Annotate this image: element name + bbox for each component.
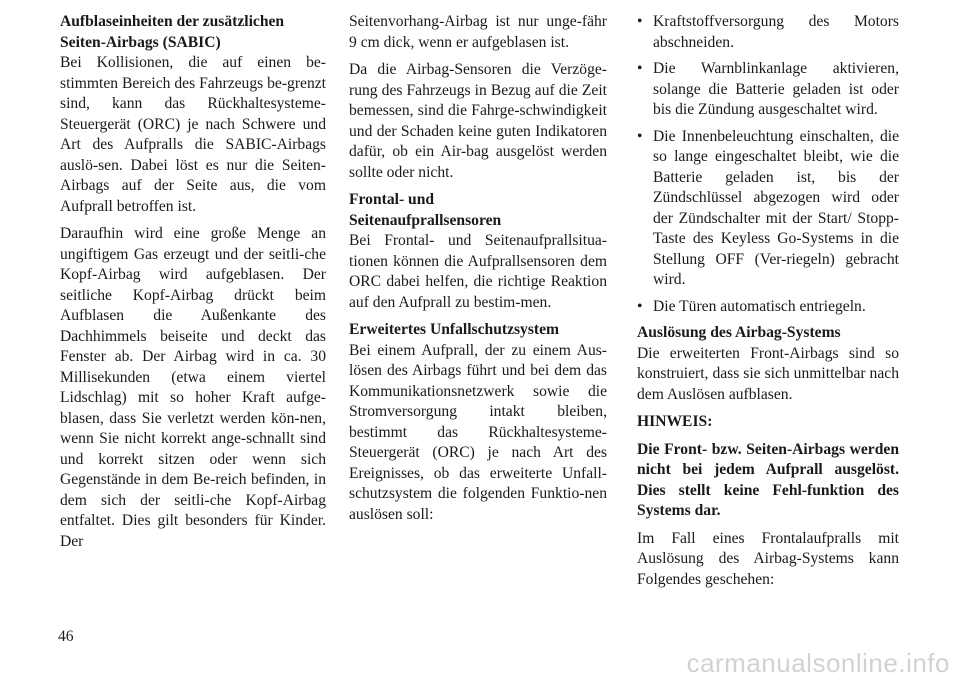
sabic-heading-line-1: Aufblaseinheiten der zusätzlichen bbox=[60, 13, 285, 30]
sensors-heading-line-1: Frontal- und bbox=[349, 191, 435, 208]
list-item-text: Kraftstoffversorgung des Motors abschneiden. bbox=[653, 13, 899, 51]
bullet-icon: • bbox=[637, 13, 643, 30]
note-label: HINWEIS: bbox=[637, 413, 713, 430]
list-item-text: Die Türen automatisch entriegeln. bbox=[653, 297, 866, 315]
enhanced-protection-paragraph: Bei einem Aufprall, der zu einem Aus-lösen des Airbags führt und bei dem das Kommunikationsnetzwerk sowie die Stromversorgung intakt bleiben, bestimmt das Rückhaltesysteme-Steuergerät (ORC) je nach Art des Ereignisses, ob das erweiterte Unfall-schutzsystem die folgenden Funktio-nen auslösen soll: bbox=[349, 341, 607, 523]
frontal-impact-paragraph: Im Fall eines Frontalaufpralls mit Auslösung des Airbag-Systems kann Folgendes geschehen: bbox=[637, 529, 899, 588]
sabic-paragraph-1: Bei Kollisionen, die auf einen be-stimmten Bereich des Fahrzeugs be-grenzt sind, kann das Rückhaltesysteme-Steuergerät (ORC) je nach Schwere und Art des Aufpralls die SABIC-Airbags auslö-sen. Dabei löst es nur die Seiten-Airbags auf der Seite aus, die vom Aufprall betroffen ist. bbox=[60, 54, 326, 215]
page-number: 46 bbox=[58, 628, 74, 645]
bullet-icon: • bbox=[637, 60, 643, 77]
sensor-timing-paragraph: Da die Airbag-Sensoren die Verzöge-rung des Fahrzeugs in Bezug auf die Zeit bemessen, sind die Fahrge-schwindigkeit und der Schaden keine guten Indikatoren dafür, ob ein Air-bag ausgelöst werden sollte oder nicht. bbox=[349, 61, 607, 181]
deployment-heading: Auslösung des Airbag-Systems bbox=[637, 324, 841, 341]
functions-list bbox=[637, 12, 899, 317]
curtain-airbag-paragraph: Seitenvorhang-Airbag ist nur unge-fähr 9 cm dick, wenn er aufgeblasen ist. bbox=[349, 13, 607, 51]
bullet-icon: • bbox=[637, 127, 643, 145]
list-item bbox=[637, 12, 899, 53]
watermark: carmanualsonline.info bbox=[686, 648, 950, 678]
list-item-text: Die Warnblinkanlage aktivieren, solange die Batterie geladen ist oder bis die Zündung ausgeschaltet wird. bbox=[653, 60, 899, 118]
list-item-text: Die Innenbeleuchtung einschalten, die so lange eingeschaltet bleibt, wie die Batterie geladen ist, bis der Zündschlüssel abgezogen wird oder der Zündschalter mit der Start/ Stopp-Taste des Keyless Go-Systems in die Stellung OFF (Ver-riegeln) gebracht wird. bbox=[653, 127, 899, 288]
right-column bbox=[637, 12, 899, 597]
note-text: Die Front- bzw. Seiten-Airbags werden nicht bei jedem Aufprall ausgelöst. Dies stellt keine Fehl-funktion des Systems dar. bbox=[637, 440, 899, 519]
left-column bbox=[60, 12, 326, 559]
list-item bbox=[637, 59, 899, 121]
bullet-icon: • bbox=[637, 297, 643, 315]
list-item bbox=[637, 127, 899, 291]
list-item bbox=[637, 297, 899, 318]
sensors-section bbox=[349, 190, 607, 313]
sabic-paragraph-2: Daraufhin wird eine große Menge an ungiftigem Gas erzeugt und der seitli-che Kopf-Airbag wird aufgeblasen. Der seitliche Kopf-Airbag drückt beim Aufblasen die Außenkante des Dachhimmels beiseite und deckt das Fenster ab. Der Airbag wird in ca. 30 Millisekunden (etwa einem viertel Lidschlag) mit so hoher Kraft aufge-blasen, dass Sie verletzt werden kön-nen, wenn Sie nicht korrekt ange-schnallt sind und korrekt sitzen oder wenn sich Gegenstände in dem Be-reich befinden, in dem sich der seitli-che Kopf-Airbag entfaltet. Dies gilt besonders für Kinder. Der bbox=[60, 225, 326, 550]
sensors-heading-line-2: Seitenaufprallsensoren bbox=[349, 211, 502, 229]
sabic-section bbox=[60, 12, 326, 217]
middle-column bbox=[349, 12, 607, 532]
sabic-heading-line-2: Seiten-Airbags (SABIC) bbox=[60, 33, 221, 51]
enhanced-protection-heading: Erweitertes Unfallschutzsystem bbox=[349, 321, 560, 338]
sensors-paragraph: Bei Frontal- und Seitenaufprallsitua-tionen können die Aufprallsensoren dem ORC dabei helfen, die richtige Reaktion auf den Aufprall zu bestim-men. bbox=[349, 232, 607, 311]
enhanced-protection-section bbox=[349, 320, 607, 525]
deployment-section bbox=[637, 323, 899, 405]
deployment-paragraph: Die erweiterten Front-Airbags sind so konstruiert, dass sie sich unmittelbar nach dem Auslösen aufblasen. bbox=[637, 344, 899, 403]
